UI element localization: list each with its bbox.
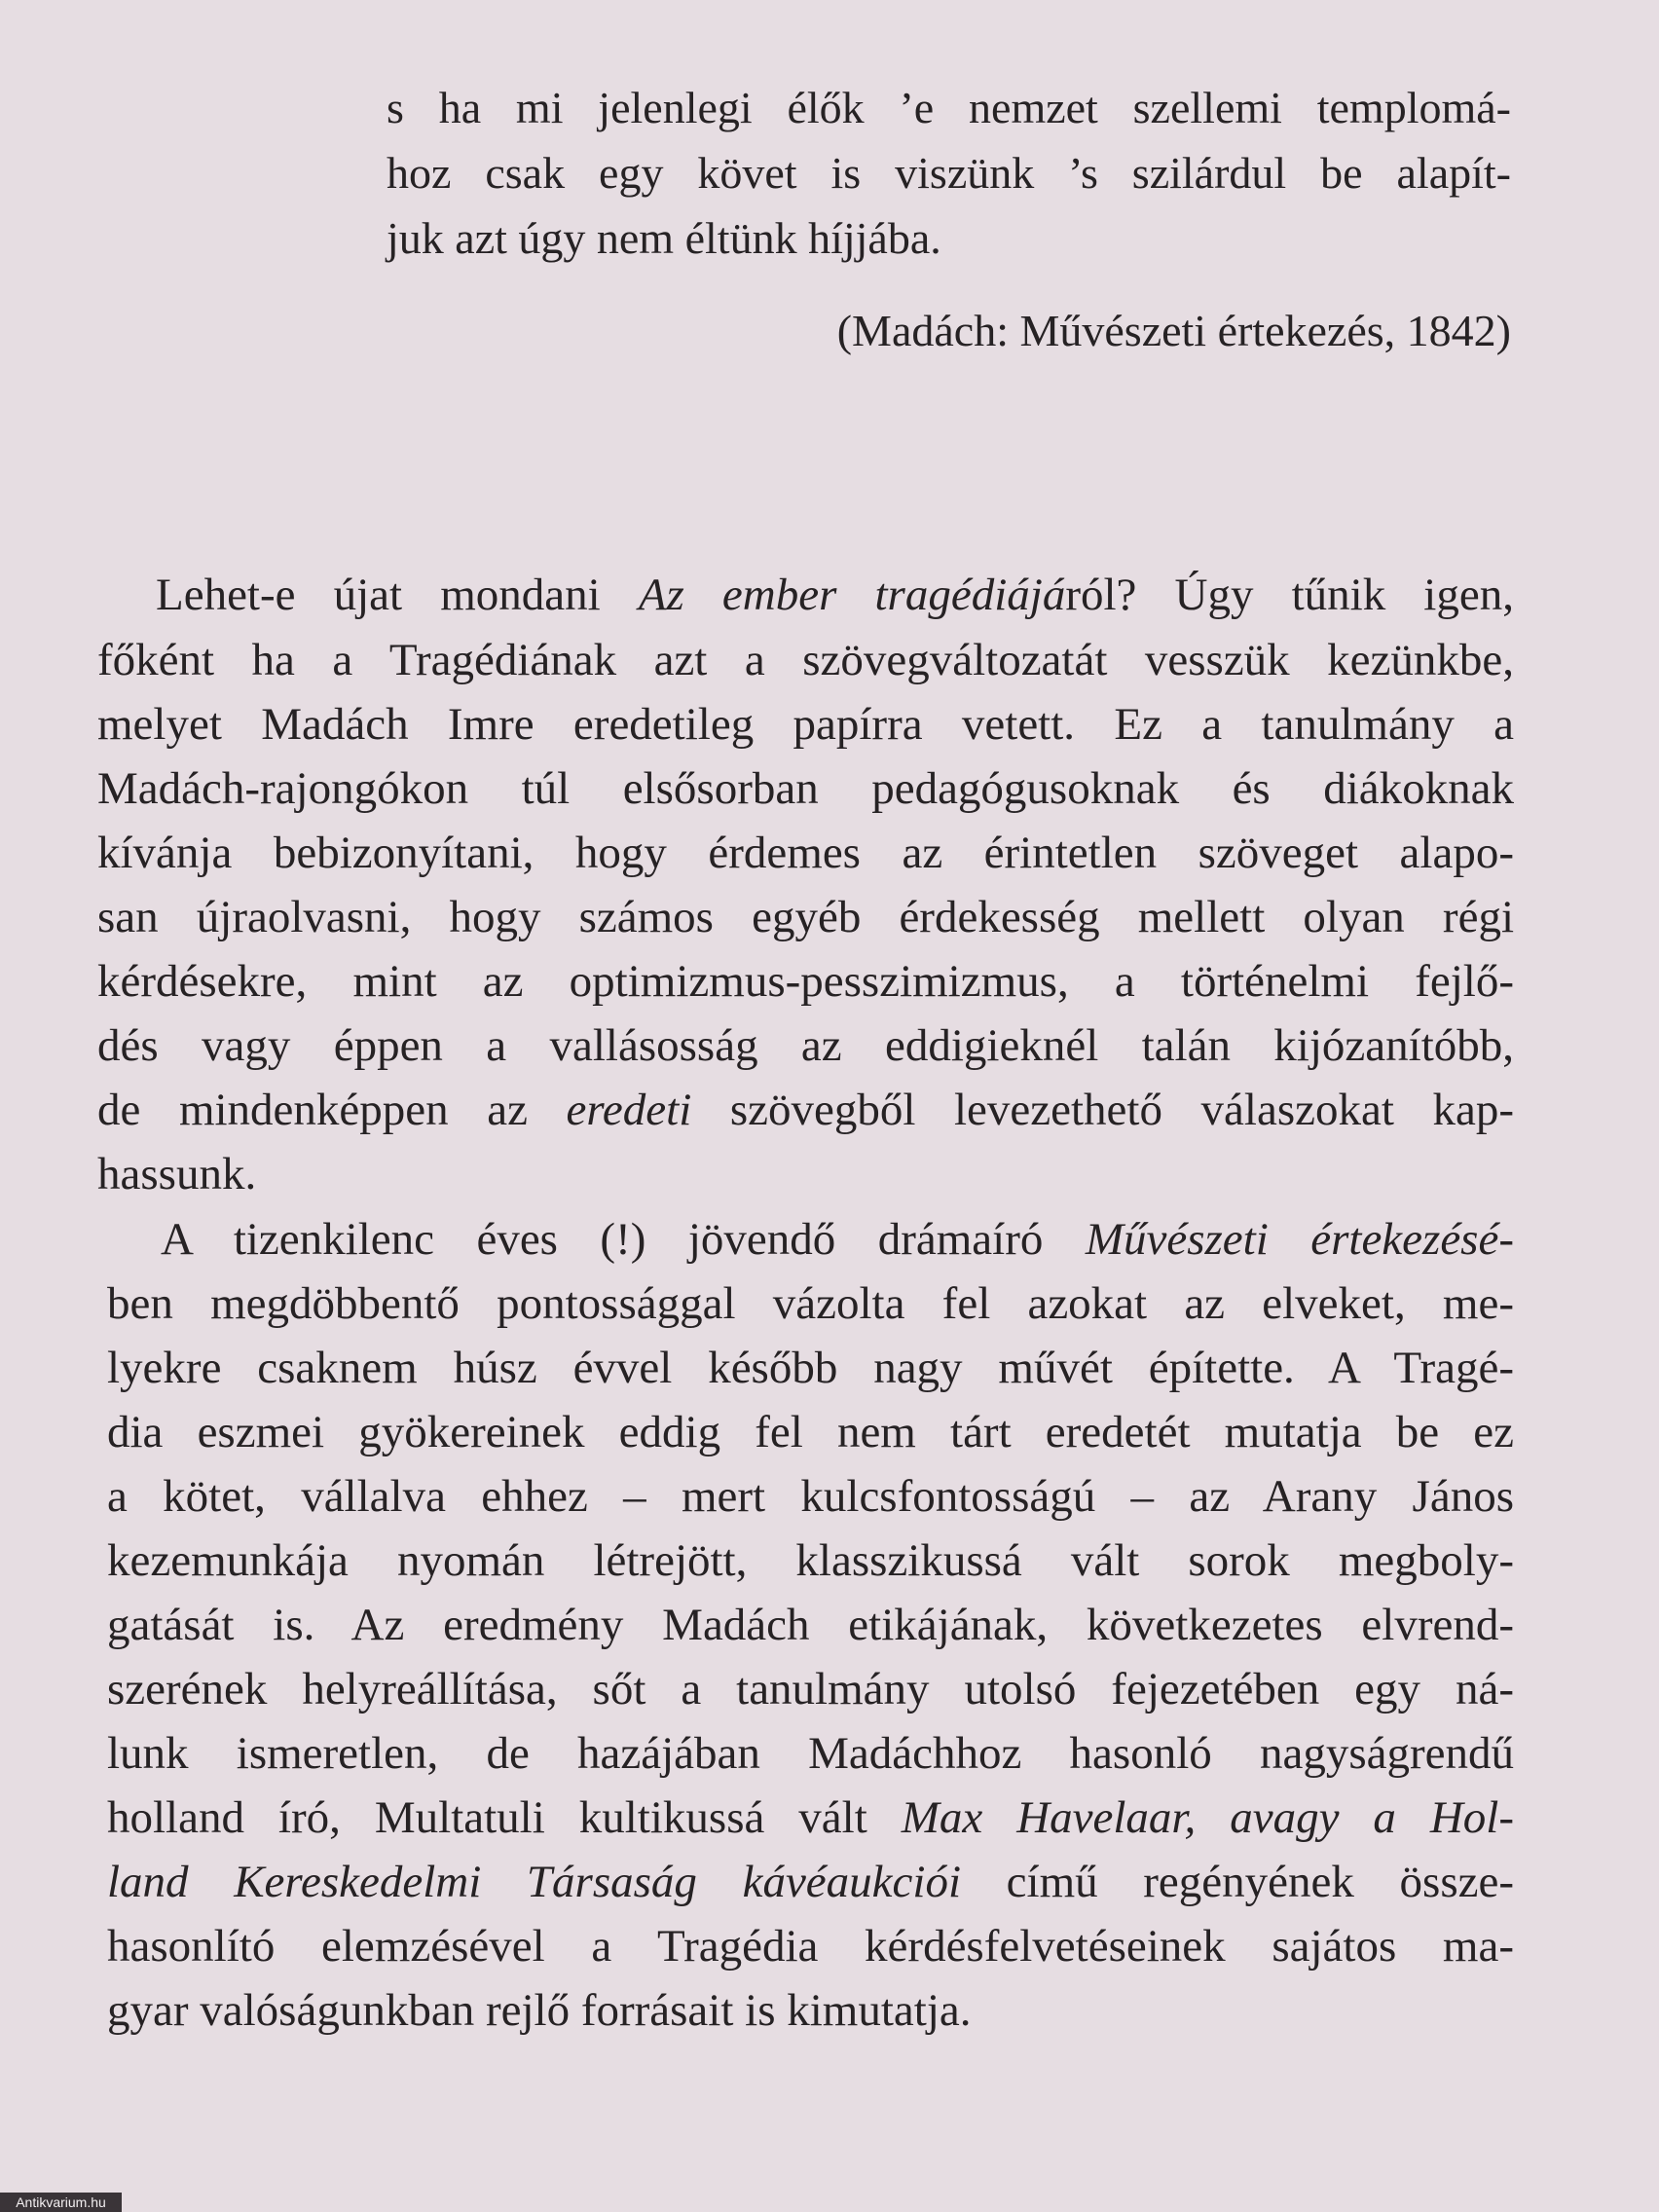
paragraph2-line-5: a kötet, vállalva ehhez – mert kulcsfontosságú – az Arany János xyxy=(107,1471,1514,1522)
watermark: Antikvarium.hu xyxy=(0,2193,122,2212)
paragraph2-line-9: lunk ismeretlen, de hazájában Madáchhoz hasonló nagyságrendű xyxy=(107,1728,1514,1779)
paragraph2-line-2: ben megdöbbentő pontossággal vázolta fel azokat az elveket, me- xyxy=(107,1278,1514,1329)
paragraph2-line-12: hasonlító elemzésével a Tragédia kérdésfelvetéseinek sajátos ma- xyxy=(107,1921,1514,1972)
text-run: de mindenképpen az xyxy=(97,1085,567,1135)
italic-title: land Kereskedelmi Társaság kávéaukciói xyxy=(107,1857,961,1907)
paragraph2-line-3: lyekre csaknem húsz évvel később nagy művét építette. A Tragé- xyxy=(107,1343,1514,1393)
paragraph2-line-8: szerének helyreállítása, sőt a tanulmány utolsó fejezetében egy ná- xyxy=(107,1664,1514,1714)
italic-title: Művészeti értekezésé xyxy=(1085,1214,1499,1265)
text-run: holland író, Multatuli kultikussá vált xyxy=(107,1792,902,1843)
epigraph-line-3: juk azt úgy nem éltünk híjjába. xyxy=(387,213,941,263)
paragraph2-line-11 xyxy=(107,1857,1514,1907)
paragraph1-line-8: dés vagy éppen a vallásosság az eddigieknél talán kijózanítóbb, xyxy=(97,1020,1514,1071)
text-run: ról? Úgy tűnik igen, xyxy=(1065,570,1514,620)
paragraph1-line-3: melyet Madách Imre eredetileg papírra vetett. Ez a tanulmány a xyxy=(97,699,1514,750)
paragraph1-line-4: Madách-rajongókon túl elsősorban pedagógusoknak és diákoknak xyxy=(97,763,1514,814)
paragraph1-line-1 xyxy=(156,572,1514,618)
paragraph1-line-5: kívánja bebizonyítani, hogy érdemes az érintetlen szöveget alapo- xyxy=(97,828,1514,878)
epigraph-line-2: hoz csak egy követ is viszünk ’s szilárdul be alapít- xyxy=(387,148,1511,198)
epigraph-line-1: s ha mi jelenlegi élők ’e nemzet szellemi templomá- xyxy=(387,83,1511,132)
text-run: szövegből levezethető válaszokat kap- xyxy=(691,1085,1514,1135)
paragraph2-line-4: dia eszmei gyökereinek eddig fel nem tárt eredetét mutatja be ez xyxy=(107,1407,1514,1457)
italic-word: eredeti xyxy=(566,1085,692,1135)
paragraph1-line-2: főként ha a Tragédiának azt a szövegváltozatát vesszük kezünkbe, xyxy=(97,635,1514,685)
text-run: című regényének össze- xyxy=(961,1857,1514,1907)
text-run: - xyxy=(1498,1214,1514,1265)
italic-title: Max Havelaar, avagy a Hol- xyxy=(901,1792,1514,1843)
text-run: A tizenkilenc éves (!) jövendő drámaíró xyxy=(161,1214,1086,1265)
paragraph2-line-13: gyar valóságunkban rejlő forrásait is kimutatja. xyxy=(107,1985,972,2036)
paragraph1-line-9 xyxy=(97,1085,1514,1135)
italic-title: Az ember tragédiájá xyxy=(638,570,1066,620)
epigraph-citation: (Madách: Művészeti értekezés, 1842) xyxy=(836,306,1511,355)
paragraph2-line-10 xyxy=(107,1792,1514,1843)
paragraph1-line-10: hassunk. xyxy=(97,1149,257,1199)
paragraph1-line-7: kérdésekre, mint az optimizmus-pesszimizmus, a történelmi fejlő- xyxy=(97,956,1514,1007)
text-run: Lehet-e újat mondani xyxy=(156,570,639,620)
paragraph2-line-1 xyxy=(161,1214,1514,1265)
paragraph1-line-6: san újraolvasni, hogy számos egyéb érdekesség mellett olyan régi xyxy=(97,892,1514,942)
paragraph2-line-6: kezemunkája nyomán létrejött, klasszikussá vált sorok megboly- xyxy=(107,1535,1514,1586)
paragraph2-line-7: gatását is. Az eredmény Madách etikájának, következetes elvrend- xyxy=(107,1600,1514,1650)
